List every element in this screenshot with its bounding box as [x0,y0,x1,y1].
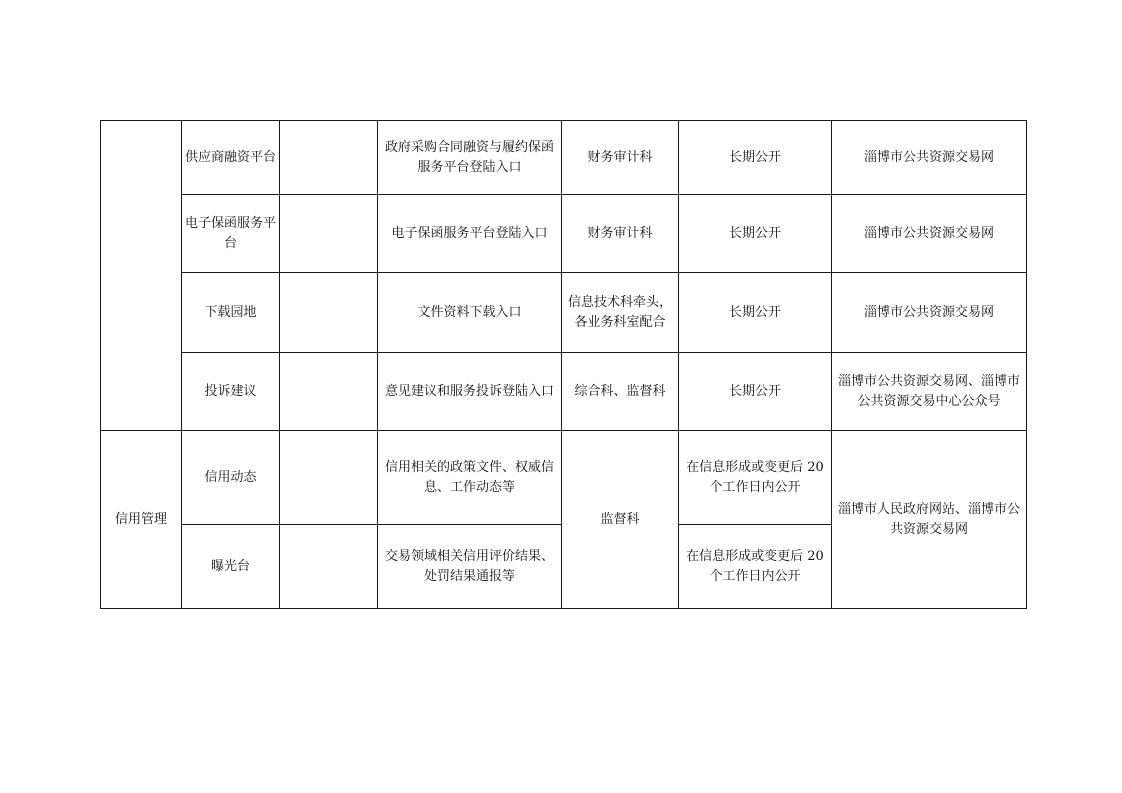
empty-cell [280,121,378,195]
content-cell: 意见建议和服务投诉登陆入口 [378,353,562,431]
empty-cell [280,525,378,609]
table-row [101,121,1027,195]
item-cell: 供应商融资平台 [182,121,280,195]
empty-cell [280,273,378,353]
empty-cell [280,431,378,525]
item-cell: 曝光台 [182,525,280,609]
disclosure-table [100,120,1027,609]
content-cell: 交易领域相关信用评价结果、处罚结果通报等 [378,525,562,609]
period-cell: 在信息形成或变更后 20 个工作日内公开 [679,431,832,525]
item-cell: 信用动态 [182,431,280,525]
channel-cell: 淄博市公共资源交易网 [832,121,1027,195]
period-cell: 长期公开 [679,121,832,195]
dept-cell: 监督科 [562,431,679,609]
content-cell: 电子保函服务平台登陆入口 [378,195,562,273]
table-row [101,273,1027,353]
content-cell: 文件资料下载入口 [378,273,562,353]
content-cell: 信用相关的政策文件、权威信息、工作动态等 [378,431,562,525]
period-cell: 长期公开 [679,273,832,353]
table-row [101,195,1027,273]
period-cell: 长期公开 [679,353,832,431]
dept-cell: 财务审计科 [562,121,679,195]
dept-cell: 财务审计科 [562,195,679,273]
channel-cell: 淄博市公共资源交易网 [832,273,1027,353]
item-cell: 下载园地 [182,273,280,353]
period-cell: 长期公开 [679,195,832,273]
channel-cell: 淄博市公共资源交易网、淄博市公共资源交易中心公众号 [832,353,1027,431]
period-cell: 在信息形成或变更后 20 个工作日内公开 [679,525,832,609]
table-row [101,353,1027,431]
empty-cell [280,195,378,273]
content-cell: 政府采购合同融资与履约保函服务平台登陆入口 [378,121,562,195]
table-row [101,431,1027,525]
channel-cell: 淄博市人民政府网站、淄博市公共资源交易网 [832,431,1027,609]
item-cell: 电子保函服务平台 [182,195,280,273]
category-cell: 信用管理 [101,431,182,609]
empty-cell [280,353,378,431]
channel-cell: 淄博市公共资源交易网 [832,195,1027,273]
dept-cell: 综合科、监督科 [562,353,679,431]
dept-cell: 信息技术科牵头，各业务科室配合 [562,273,679,353]
category-cell-empty [101,121,182,431]
item-cell: 投诉建议 [182,353,280,431]
